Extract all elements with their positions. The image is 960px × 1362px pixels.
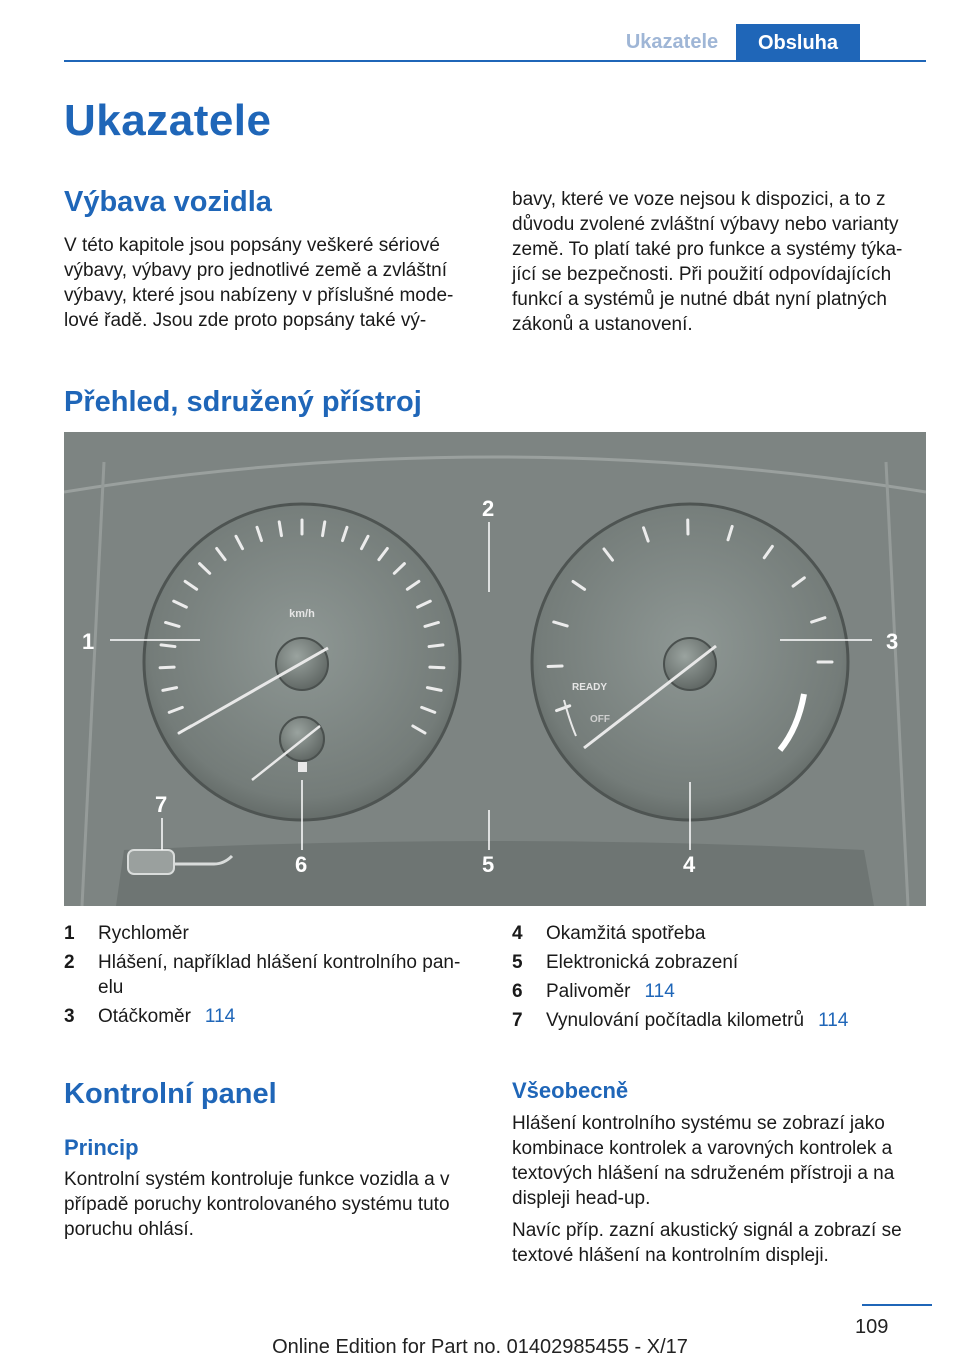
control-panel-heading: Kontrolní panel	[64, 1078, 277, 1110]
equipment-line: bavy, které ve voze nejsou k dispozici, a to z	[512, 189, 886, 210]
general-line: Hlášení kontrolního systému se zobrazí jako	[512, 1113, 885, 1134]
instrument-cluster-illustration	[64, 432, 926, 906]
callout-7: 7	[155, 792, 168, 817]
legend-number: 7	[512, 1010, 523, 1031]
legend-number: 4	[512, 923, 523, 944]
equipment-line: lové řadě. Jsou zde proto popsány také vý-	[64, 310, 427, 331]
principle-line: Kontrolní systém kontroluje funkce vozidla a v	[64, 1169, 450, 1190]
equipment-line: jící se bezpečnosti. Při použití odpovídajících	[512, 264, 892, 285]
general-text-1	[512, 1111, 932, 1211]
legend-item	[64, 1004, 484, 1029]
legend-text-line: Okamžitá spotřeba	[546, 923, 706, 944]
header-tab-chapter: Obsluha	[736, 24, 860, 62]
general-text-2	[512, 1218, 932, 1268]
page-reference-link[interactable]: 114	[818, 1010, 849, 1031]
equipment-text-right	[512, 187, 932, 337]
legend-text	[546, 979, 932, 1004]
legend-text-line: Rychloměr	[98, 923, 189, 944]
edition-footer: Online Edition for Part no. 01402985455 - X/17	[272, 1336, 688, 1358]
equipment-line: země. To platí také pro funkce a systémy týka-	[512, 239, 903, 260]
legend-item	[64, 921, 484, 946]
instrument-cluster-figure	[64, 432, 926, 906]
legend-number: 1	[64, 923, 75, 944]
trip-reset-button	[128, 850, 174, 874]
general-line: textové hlášení na kontrolním displeji.	[512, 1245, 829, 1266]
equipment-heading: Výbava vozidla	[64, 186, 272, 218]
gauge-tick	[430, 667, 444, 668]
callout-1: 1	[82, 629, 95, 654]
legend-number: 3	[64, 1006, 75, 1027]
speed-unit-label: km/h	[289, 608, 315, 620]
general-line: displeji head-up.	[512, 1188, 651, 1209]
legend-text-line: elu	[98, 977, 124, 998]
general-line: textových hlášení na sdruženém přístroji a na	[512, 1163, 895, 1184]
legend-text-line: Hlášení, například hlášení kontrolního pan-	[98, 952, 461, 973]
legend-number: 2	[64, 952, 75, 973]
gauge-tick	[160, 667, 174, 668]
legend-text-line: Palivoměr 114	[546, 981, 675, 1002]
principle-text	[64, 1167, 484, 1242]
callout-3: 3	[886, 629, 899, 654]
legend-item	[64, 950, 484, 1000]
figure-legend-left	[64, 921, 484, 1033]
legend-text	[98, 1004, 484, 1029]
figure-legend-right	[512, 921, 932, 1037]
equipment-line: výbavy, výbavy pro jednotlivé země a zvláštní	[64, 260, 447, 281]
equipment-line: zákonů a ustanovení.	[512, 314, 693, 335]
gauge-tick	[429, 645, 443, 647]
legend-text	[546, 950, 932, 975]
fuel-pump-icon	[298, 762, 307, 772]
legend-text-line: Elektronická zobrazení	[546, 952, 739, 973]
legend-text	[546, 921, 932, 946]
general-line: Navíc příp. zazní akustický signál a zobrazí se	[512, 1220, 902, 1241]
legend-text-line: Vynulování počítadla kilometrů 114	[546, 1010, 849, 1031]
gauge-tick	[161, 645, 175, 647]
general-heading: Všeobecně	[512, 1078, 629, 1103]
off-label: OFF	[590, 714, 610, 725]
callout-4: 4	[683, 852, 696, 877]
page-number: 109	[855, 1316, 889, 1338]
legend-number: 5	[512, 952, 523, 973]
legend-item	[512, 950, 932, 975]
page-reference-link[interactable]: 114	[644, 981, 675, 1002]
ready-label: READY	[572, 682, 608, 693]
principle-line: poruchu ohlásí.	[64, 1219, 194, 1240]
legend-number: 6	[512, 981, 523, 1002]
callout-2: 2	[482, 496, 495, 521]
general-line: kombinace kontrolek a varovných kontrolek a	[512, 1138, 893, 1159]
callout-6: 6	[295, 852, 308, 877]
legend-text	[98, 950, 484, 1000]
header-tab-section: Ukazatele	[625, 30, 719, 53]
legend-item	[512, 921, 932, 946]
principle-heading: Princip	[64, 1135, 139, 1160]
equipment-line: funkcí a systémů je nutné dbát nyní platných	[512, 289, 887, 310]
equipment-line: důvodu zvolené zvláštní výbavy nebo varianty	[512, 214, 899, 235]
legend-text-line: Otáčkoměr 114	[98, 1006, 236, 1027]
legend-text	[546, 1008, 932, 1033]
equipment-line: V této kapitole jsou popsány veškeré sériové	[64, 235, 440, 256]
equipment-line: výbavy, které jsou nabízeny v příslušné mode-	[64, 285, 454, 306]
overview-heading: Přehled, sdružený přístroj	[64, 386, 422, 418]
footer-rule	[862, 1304, 932, 1306]
principle-line: případě poruchy kontrolovaného systému tuto	[64, 1194, 450, 1215]
header-rule	[64, 60, 926, 62]
equipment-text-left	[64, 233, 474, 333]
page-reference-link[interactable]: 114	[204, 1006, 236, 1027]
legend-item	[512, 979, 932, 1004]
page-title: Ukazatele	[64, 96, 272, 145]
callout-5: 5	[482, 852, 495, 877]
legend-text	[98, 921, 484, 946]
legend-item	[512, 1008, 932, 1033]
